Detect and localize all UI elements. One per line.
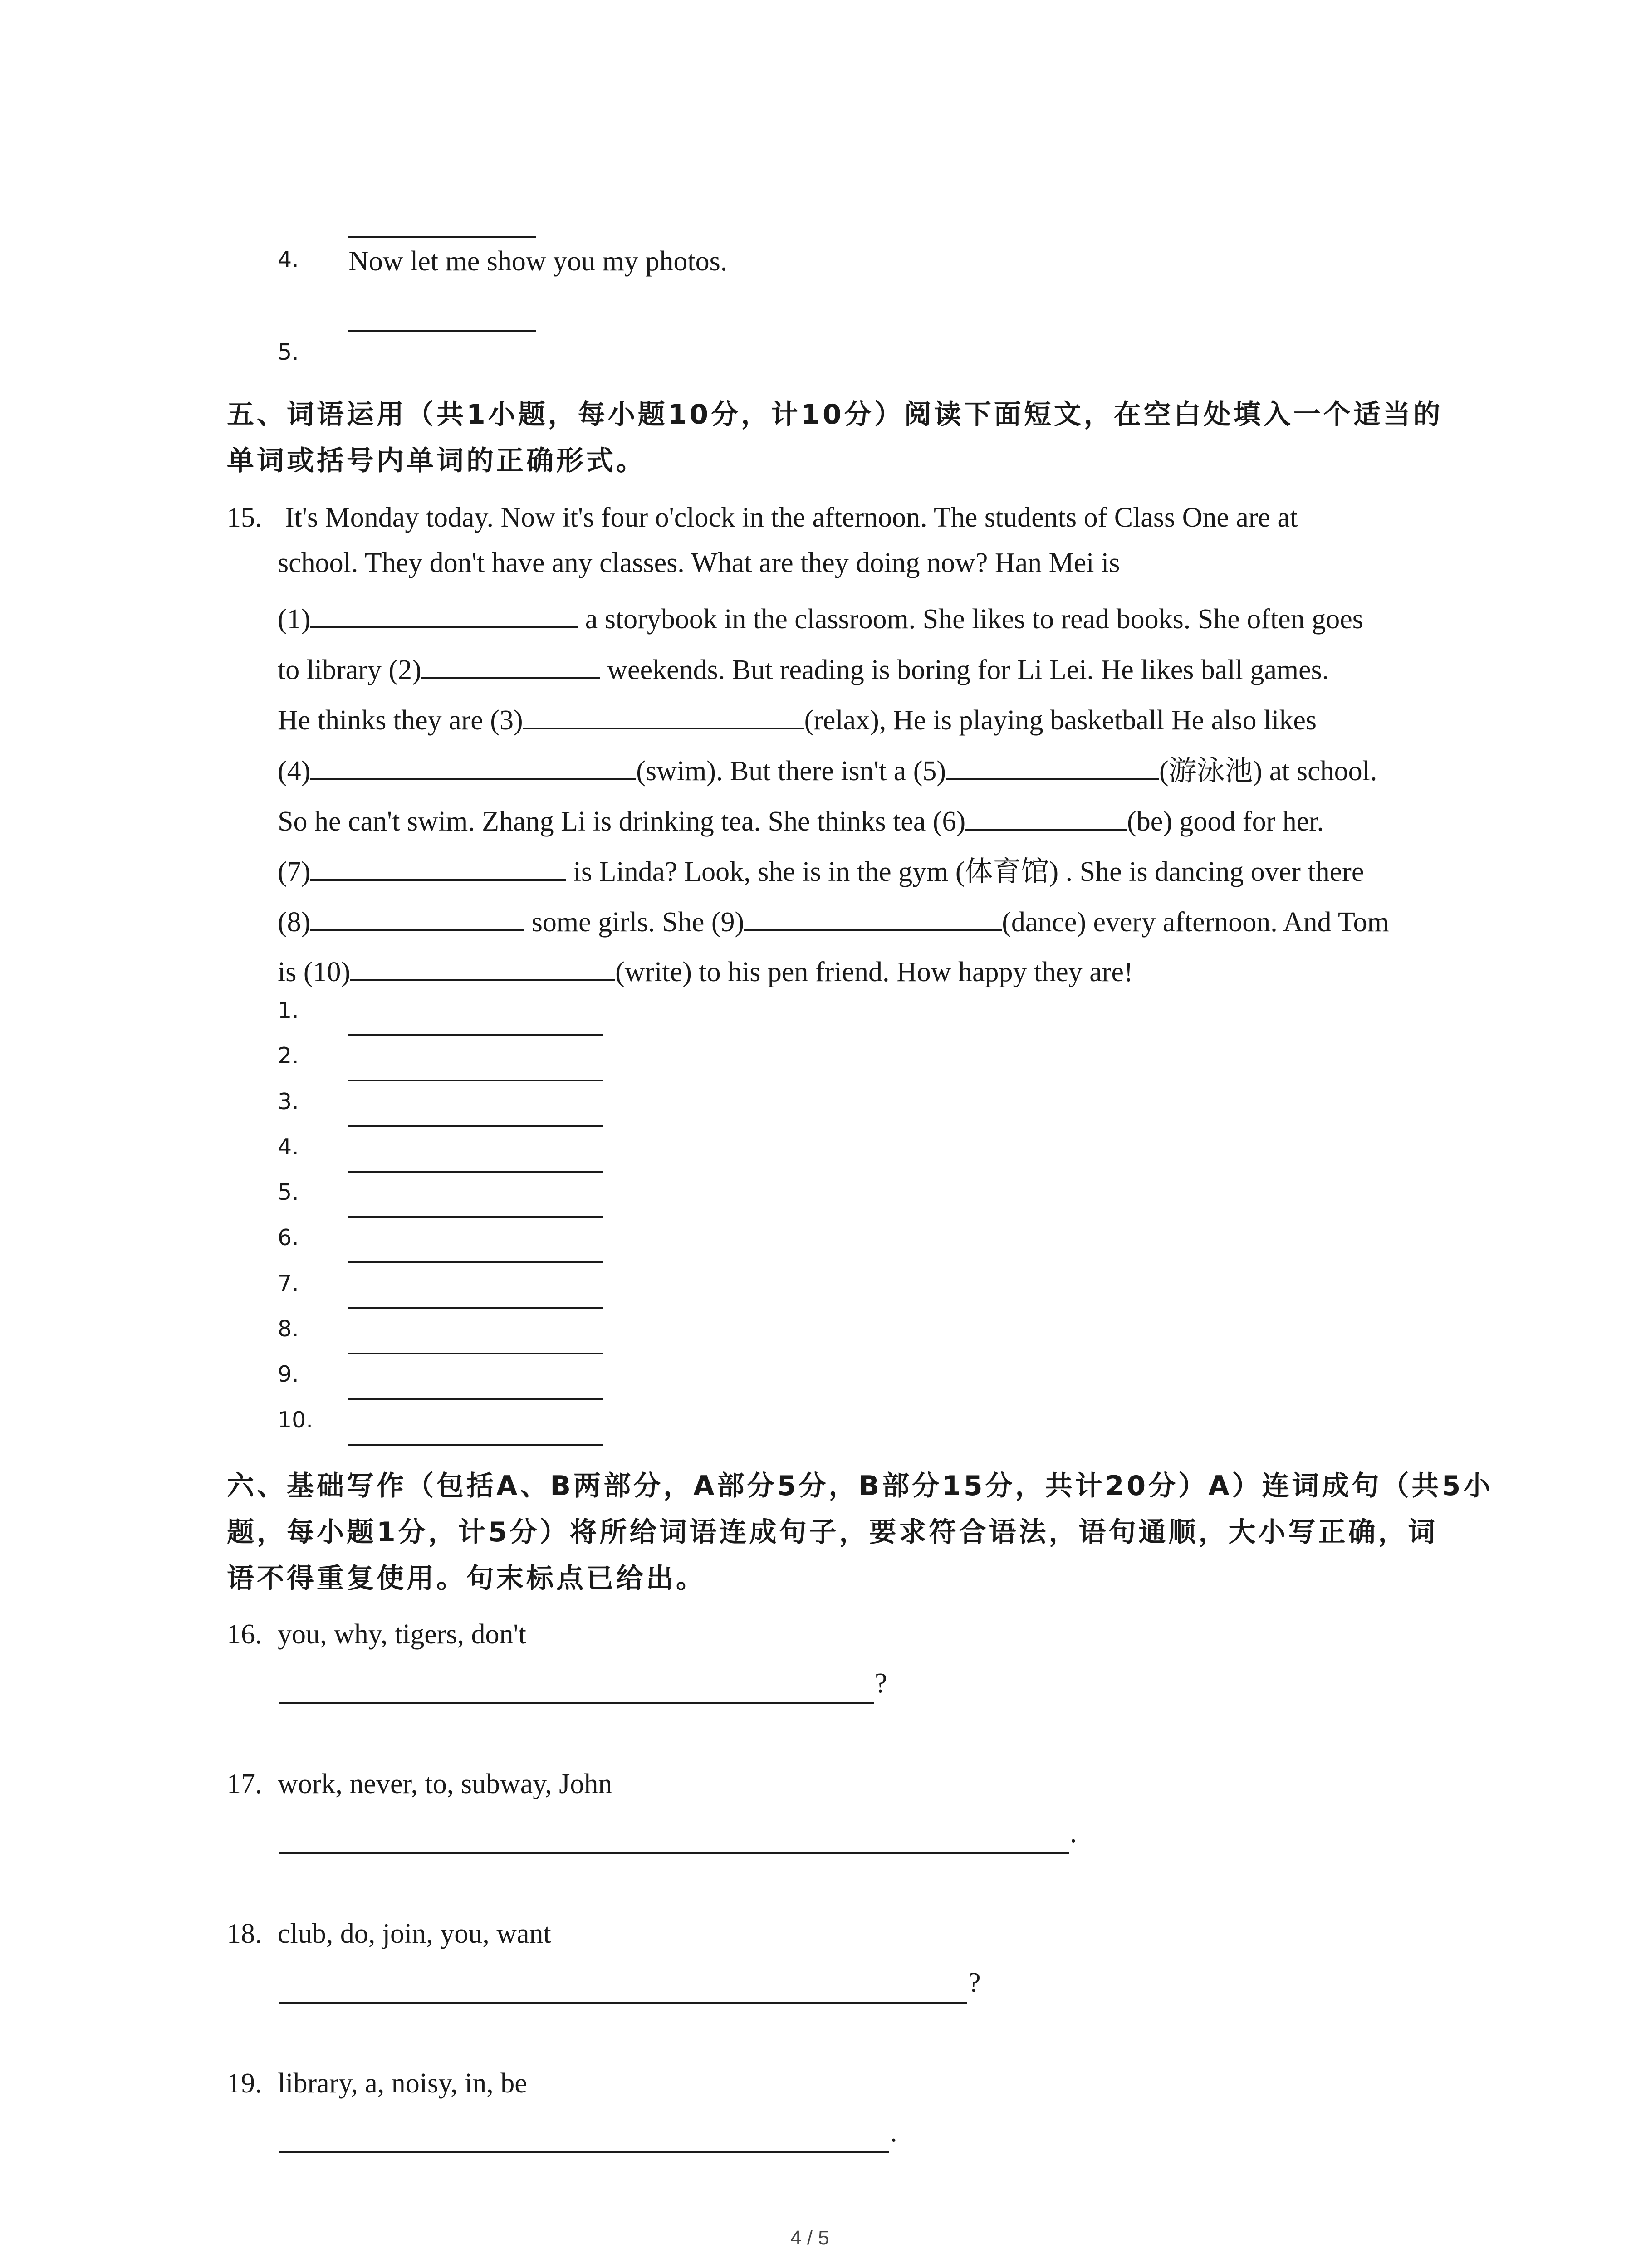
answer-number: 10.	[278, 1407, 313, 1433]
passage-text: is (10)	[278, 956, 351, 987]
answer-line	[348, 330, 536, 332]
section-heading: 题，每小题1分，计5分）将所给词语连成句子，要求符合语法，语句通顺，大小写正确，词	[227, 1516, 1438, 1548]
fill-blank	[310, 852, 566, 881]
passage-line	[278, 852, 1364, 886]
answer-line	[348, 1353, 603, 1354]
sentence-answer-line	[279, 2002, 967, 2004]
answer-number: 1.	[278, 997, 299, 1023]
passage-text: (游泳池) at school.	[1159, 755, 1377, 787]
answer-line	[348, 1080, 603, 1081]
word-prompt: club, do, join, you, want	[278, 1918, 551, 1949]
fill-blank	[421, 650, 600, 679]
passage-text: a storybook in the classroom. She likes to read books. She often goes	[578, 603, 1363, 635]
passage-line: It's Monday today. Now it's four o'clock in the afternoon. The students of Class One are at	[285, 502, 1298, 533]
passage-text: (be) good for her.	[1127, 806, 1324, 837]
answer-number: 6.	[278, 1225, 299, 1251]
fill-blank	[946, 752, 1159, 780]
passage-line	[278, 802, 1324, 836]
passage-text: weekends. But reading is boring for Li Lei. He likes ball games.	[600, 654, 1329, 685]
question-number: 17.	[227, 1769, 262, 1799]
end-punctuation: .	[890, 2117, 897, 2148]
fill-blank	[310, 903, 524, 931]
end-punctuation: .	[1070, 1818, 1077, 1848]
answer-line	[348, 1398, 603, 1400]
answer-line	[348, 1216, 603, 1218]
word-prompt: library, a, noisy, in, be	[278, 2068, 527, 2099]
passage-line	[278, 650, 1329, 684]
passage-line	[278, 600, 1363, 633]
answer-line	[348, 1261, 603, 1263]
passage-text: (7)	[278, 856, 311, 887]
word-prompt: you, why, tigers, don't	[278, 1619, 526, 1650]
passage-line	[278, 701, 1317, 734]
answer-line	[348, 236, 536, 238]
answer-line	[348, 1171, 603, 1173]
answer-number: 9.	[278, 1361, 299, 1387]
section-heading: 语不得重复使用。句末标点已给出。	[227, 1563, 706, 1594]
fill-blank	[965, 802, 1127, 831]
fill-blank	[350, 953, 615, 981]
passage-text: (8)	[278, 906, 311, 938]
fill-blank	[310, 600, 578, 628]
passage-text: (relax), He is playing basketball He also likes	[804, 704, 1317, 736]
passage-text: to library (2)	[278, 654, 421, 685]
answer-line	[348, 1444, 603, 1446]
page-number: 4 / 5	[790, 2227, 829, 2249]
passage-line	[278, 903, 1389, 936]
answer-line	[348, 1034, 603, 1036]
question-number: 16.	[227, 1619, 262, 1650]
sentence-answer-line	[279, 1852, 1069, 1854]
passage-text: He thinks they are (3)	[278, 704, 523, 736]
word-prompt: work, never, to, subway, John	[278, 1769, 612, 1799]
item-number: 4.	[278, 247, 299, 273]
answer-number: 7.	[278, 1271, 299, 1296]
passage-line	[278, 752, 1377, 785]
sentence-answer-line	[279, 1702, 874, 1704]
passage-text: (write) to his pen friend. How happy they are!	[615, 956, 1133, 987]
passage-text: (4)	[278, 755, 311, 787]
question-number: 18.	[227, 1918, 262, 1949]
section-heading: 六、基础写作（包括A、B两部分，A部分5分，B部分15分，共计20分）A）连词成句（共5小	[227, 1470, 1494, 1502]
passage-text: (1)	[278, 603, 311, 635]
answer-number: 3.	[278, 1089, 299, 1114]
question-number: 15.	[227, 502, 262, 533]
end-punctuation: ?	[875, 1668, 887, 1699]
passage-text: (dance) every afternoon. And Tom	[1002, 906, 1389, 938]
fill-blank	[744, 903, 1002, 931]
sentence-answer-line	[279, 2151, 889, 2153]
passage-line	[278, 953, 1133, 986]
answer-number: 8.	[278, 1316, 299, 1342]
passage-text: some girls. She (9)	[524, 906, 745, 938]
answer-number: 2.	[278, 1043, 299, 1069]
passage-text: (swim). But there isn't a (5)	[636, 755, 946, 787]
item-text: Now let me show you my photos.	[348, 246, 728, 277]
item-number: 5.	[278, 339, 299, 365]
answer-line	[348, 1125, 603, 1127]
passage-text: So he can't swim. Zhang Li is drinking tea. She thinks tea (6)	[278, 806, 966, 837]
end-punctuation: ?	[968, 1967, 981, 1998]
section-heading: 单词或括号内单词的正确形式。	[227, 445, 646, 477]
answer-number: 5.	[278, 1179, 299, 1205]
question-number: 19.	[227, 2068, 262, 2099]
passage-text: is Linda? Look, she is in the gym (体育馆) . She is dancing over there	[566, 856, 1364, 887]
passage-line: school. They don't have any classes. What are they doing now? Han Mei is	[278, 547, 1120, 578]
answer-line	[348, 1307, 603, 1309]
fill-blank	[523, 701, 804, 729]
section-heading: 五、词语运用（共1小题，每小题10分，计10分）阅读下面短文，在空白处填入一个适当的	[227, 399, 1443, 430]
answer-number: 4.	[278, 1134, 299, 1160]
fill-blank	[310, 752, 636, 780]
